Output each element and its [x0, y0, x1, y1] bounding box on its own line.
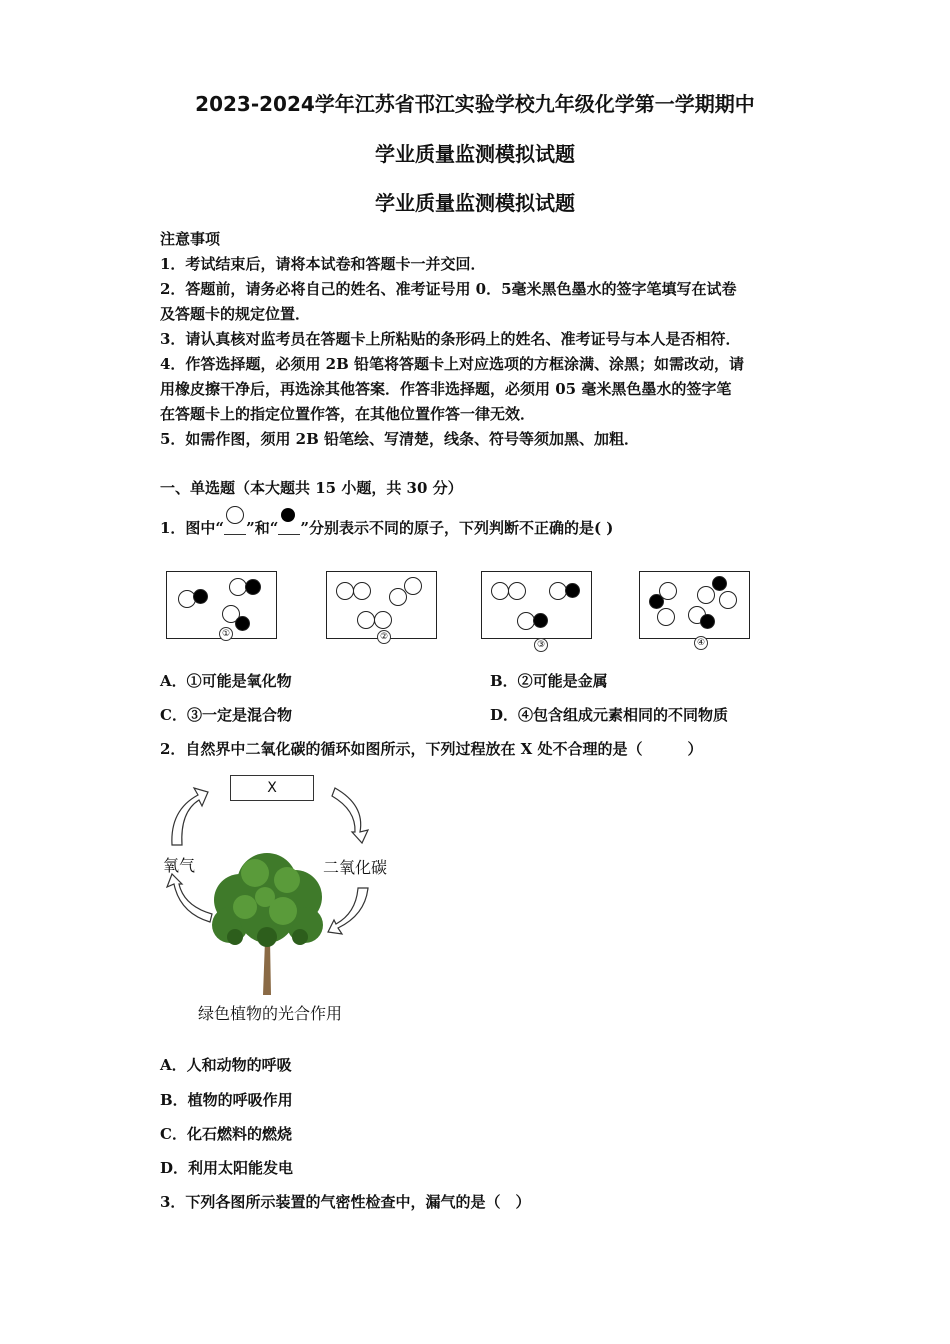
atom-white [374, 611, 392, 629]
atom-black [649, 594, 664, 609]
atom-white [508, 582, 526, 600]
molecule-panel-4 [639, 571, 750, 639]
notice-line: 4．作答选择题，必须用 2B 铅笔将答题卡上对应选项的方框涂满、涂黑；如需改动，请 [160, 355, 745, 373]
atom-black [533, 613, 548, 628]
atom-white [353, 582, 371, 600]
atom-black [193, 589, 208, 604]
q1-stem-prefix: 1．图中“ [160, 519, 225, 537]
atom-black [712, 576, 727, 591]
atom-black [245, 579, 261, 595]
molecule-panel-2 [326, 571, 437, 639]
q1-stem-mid: ”和“ [246, 519, 279, 537]
notice-line: 用橡皮擦干净后，再选涂其他答案．作答非选择题，必须用 05 毫米黑色墨水的签字笔 [160, 380, 732, 398]
panel-label-3: ③ [534, 638, 548, 652]
co2-label: 二氧化碳 [323, 858, 388, 877]
atom-white [719, 591, 737, 609]
panel-label-4: ④ [694, 636, 708, 650]
atom-white [357, 611, 375, 629]
molecule-panel-3 [481, 571, 592, 639]
atom-white [491, 582, 509, 600]
question-3-stem: 3．下列各图所示装置的气密性检查中，漏气的是（ ） [160, 1193, 531, 1211]
q1-option-b: B．②可能是金属 [490, 672, 608, 690]
q2-option-b: B．植物的呼吸作用 [160, 1091, 293, 1109]
q1-option-d: D．④包含组成元素相同的不同物质 [490, 706, 729, 724]
arrow-co2-to-tree-icon [328, 888, 368, 934]
atom-black [700, 614, 715, 629]
oxygen-label: 氧气 [163, 856, 196, 875]
atom-white [697, 586, 715, 604]
exam-title-line2: 学业质量监测模拟试题 [375, 142, 575, 166]
notice-line: 1．考试结束后，请将本试卷和答题卡一并交回． [160, 255, 486, 273]
notice-line: 3．请认真核对监考员在答题卡上所粘贴的条形码上的姓名、准考证号与本人是否相符． [160, 330, 741, 348]
arrow-x-to-co2-icon [332, 788, 368, 843]
atom-white [657, 608, 675, 626]
q2-option-c: C．化石燃料的燃烧 [160, 1125, 292, 1143]
atom-black [565, 583, 580, 598]
q1-option-a: A．①可能是氧化物 [160, 672, 292, 690]
q2-option-d: D．利用太阳能发电 [160, 1159, 294, 1177]
q2-option-a: A．人和动物的呼吸 [160, 1056, 292, 1074]
exam-title-line3: 学业质量监测模拟试题 [375, 191, 575, 215]
notice-heading: 注意事项 [160, 230, 221, 248]
section-heading: 一、单选题（本大题共 15 小题，共 30 分） [160, 479, 463, 497]
panel-label-1: ① [219, 627, 233, 641]
q1-option-c: C．③一定是混合物 [160, 706, 292, 724]
q1-stem-suffix: ”分别表示不同的原子，下列判断不正确的是( ) [300, 519, 614, 537]
x-box: X [230, 775, 314, 801]
white-atom-icon [224, 514, 246, 535]
arrow-oxygen-to-x-icon [172, 788, 208, 845]
notice-line: 在答题卡上的指定位置作答，在其他位置作答一律无效． [160, 405, 536, 423]
question-2-stem: 2．自然界中二氧化碳的循环如图所示，下列过程放在 X 处不合理的是（ ） [160, 740, 703, 758]
notice-line: 及答题卡的规定位置． [160, 305, 311, 323]
atom-white [389, 588, 407, 606]
notice-line: 2．答题前，请务必将自己的姓名、准考证号用 0．5毫米黑色墨水的签字笔填写在试卷 [160, 280, 737, 298]
atom-black [235, 616, 250, 631]
photosynthesis-caption: 绿色植物的光合作用 [198, 1004, 343, 1023]
exam-title-line1: 2023-2024学年江苏省邗江实验学校九年级化学第一学期期中 [195, 92, 755, 116]
notice-line: 5．如需作图，须用 2B 铅笔绘、写清楚，线条、符号等须加黑、加粗． [160, 430, 639, 448]
atom-white [404, 577, 422, 595]
tree-icon [205, 845, 330, 995]
black-atom-icon [278, 514, 300, 535]
panel-label-2: ② [377, 630, 391, 644]
atom-white [336, 582, 354, 600]
question-1-stem [160, 514, 613, 538]
